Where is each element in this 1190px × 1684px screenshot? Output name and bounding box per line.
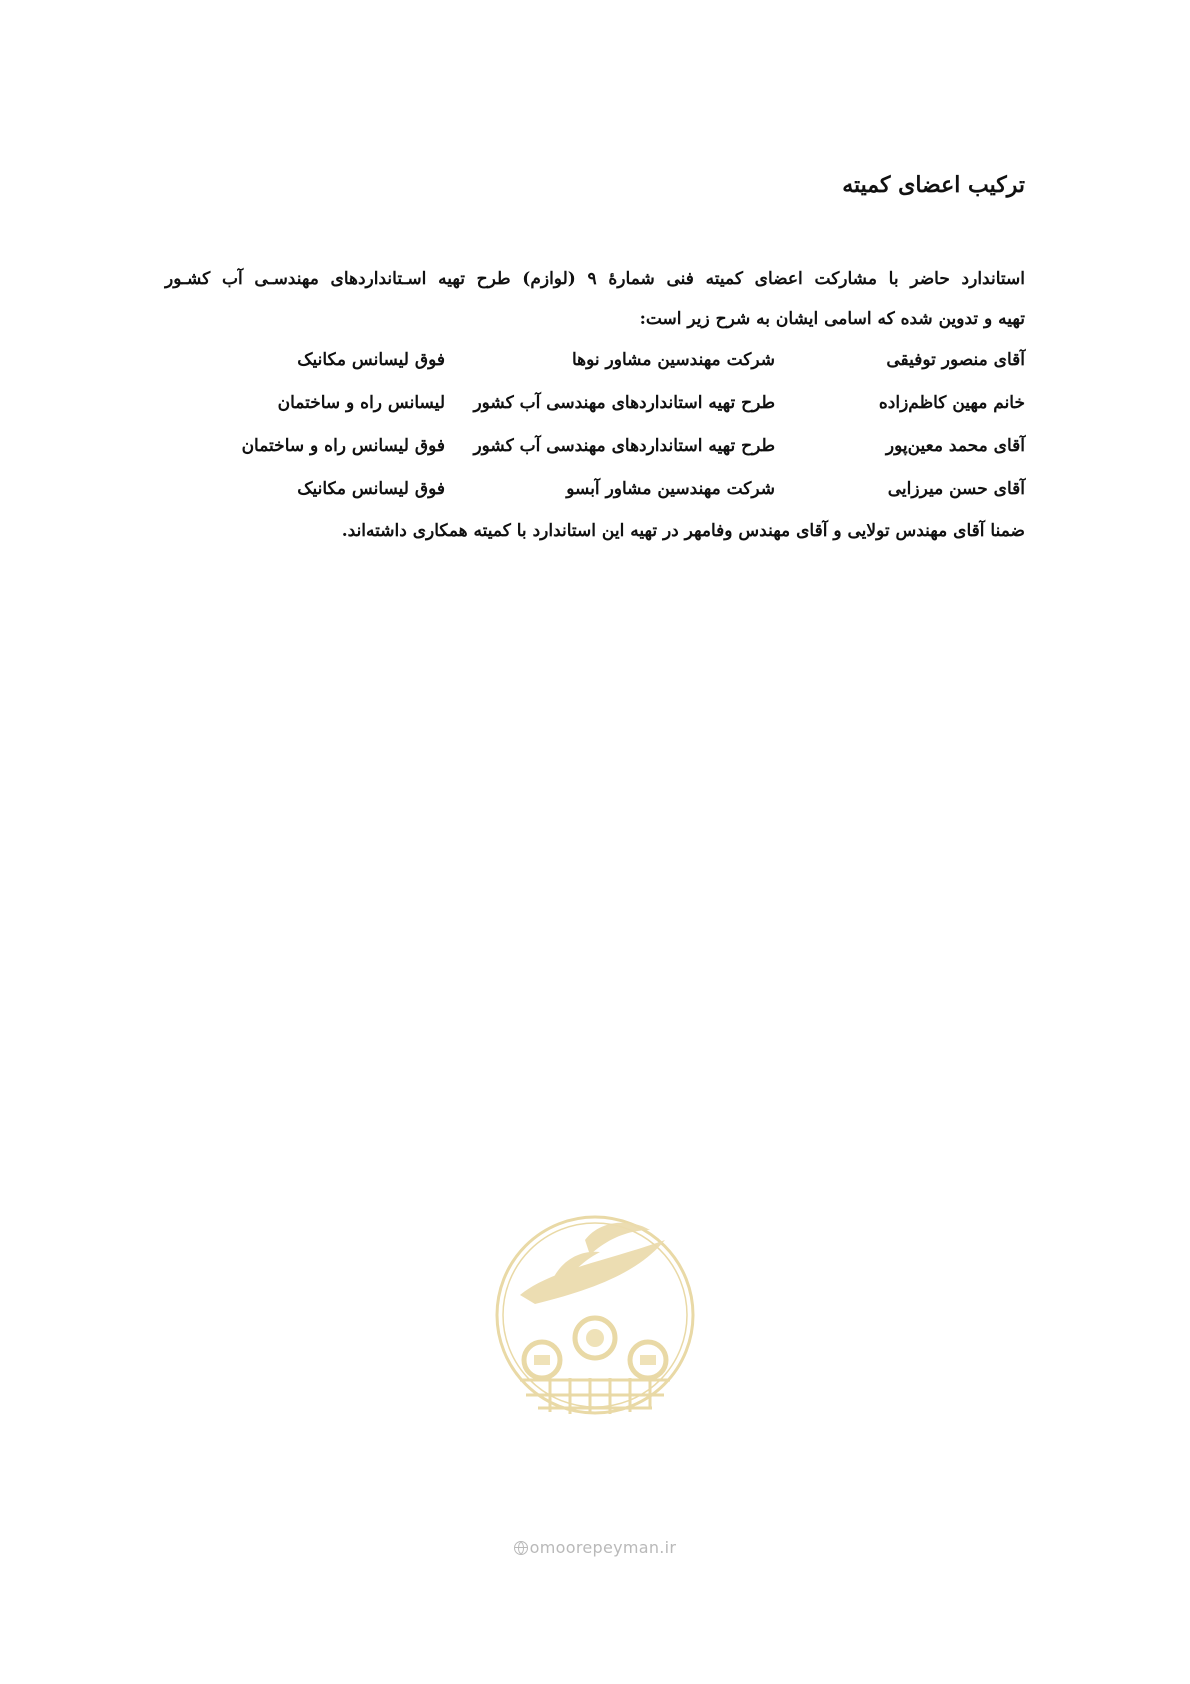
page-heading: ترکیب اعضای کمیته xyxy=(842,172,1025,198)
member-degree: فوق لیسانس مکانیک xyxy=(297,349,445,370)
member-row xyxy=(165,382,1025,425)
member-organization: شرکت مهندسین مشاور نوها xyxy=(571,349,775,370)
member-name: آقای حسن میرزایی xyxy=(887,478,1025,499)
member-name: خانم مهین کاظم‌زاده xyxy=(878,392,1025,413)
member-row xyxy=(165,425,1025,468)
member-row xyxy=(165,339,1025,382)
member-degree: فوق لیسانس مکانیک xyxy=(297,478,445,499)
collaboration-note: ضمنا آقای مهندس تولایی و آقای مهندس وفامهر در تهیه این استاندارد با کمیته همکاری داشته‌اند. xyxy=(341,520,1025,541)
member-degree: لیسانس راه و ساختمان xyxy=(277,392,445,413)
watermark-url xyxy=(490,1538,700,1557)
members-list xyxy=(165,339,1025,511)
member-organization: طرح تهیه استانداردهای مهندسی آب کشور xyxy=(473,392,775,413)
globe-icon xyxy=(514,1541,528,1555)
intro-line-1: استاندارد حاضر با مشارکت اعضای کمیته فنی شمارۀ ۹ (لوازم) طرح تهیه اسـتانداردهای مهندسـی آب کشـور xyxy=(165,268,1025,289)
watermark-logo xyxy=(490,1200,700,1430)
watermark-url-text: omoorepeyman.ir xyxy=(529,1538,677,1557)
intro-line-2: تهیه و تدوین شده که اسامی ایشان به شرح زیر است: xyxy=(639,308,1025,329)
member-row xyxy=(165,468,1025,511)
watermark-logo-icon xyxy=(490,1200,700,1430)
member-organization: شرکت مهندسین مشاور آبسو xyxy=(566,478,775,499)
member-name: آقای منصور توفیقی xyxy=(886,349,1025,370)
member-name: آقای محمد معین‌پور xyxy=(885,435,1025,456)
page-content xyxy=(165,170,1025,551)
member-degree: فوق لیسانس راه و ساختمان xyxy=(241,435,445,456)
member-organization: طرح تهیه استانداردهای مهندسی آب کشور xyxy=(473,435,775,456)
